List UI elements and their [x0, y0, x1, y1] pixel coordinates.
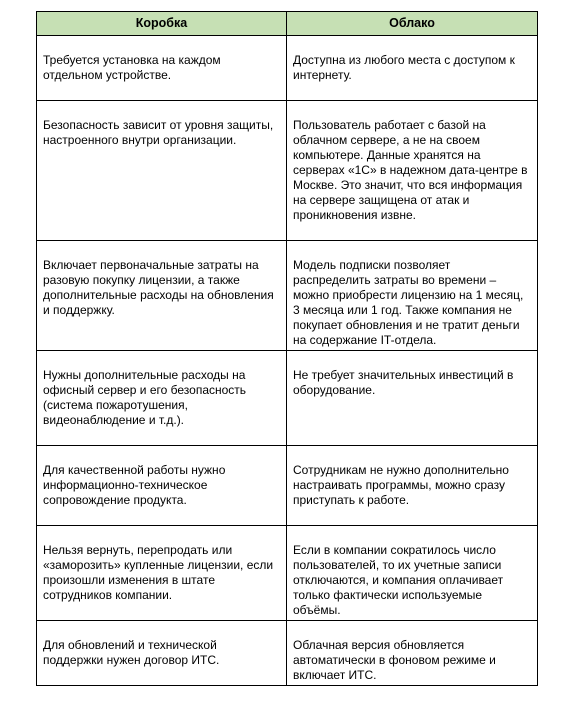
table-row — [37, 621, 538, 686]
cell-box: Нельзя вернуть, перепродать или «заморозить» купленные лицензии, если произошли изменения в штате сотрудников компании. — [37, 526, 287, 621]
cell-cloud: Сотрудникам не нужно дополнительно настраивать программы, можно сразу приступать к работе. — [287, 446, 538, 526]
cell-box: Для качественной работы нужно информационно-техническое сопровождение продукта. — [37, 446, 287, 526]
cell-box: Безопасность зависит от уровня защиты, настроенного внутри организации. — [37, 101, 287, 241]
cell-cloud: Доступна из любого места с доступом к интернету. — [287, 36, 538, 101]
cell-box: Включает первоначальные затраты на разовую покупку лицензии, а также дополнительные расходы на обновления и поддержку. — [37, 241, 287, 351]
cell-cloud: Не требует значительных инвестиций в оборудование. — [287, 351, 538, 446]
cell-box: Для обновлений и технической поддержки нужен договор ИТС. — [37, 621, 287, 686]
header-row — [37, 12, 538, 36]
cell-cloud: Пользователь работает с базой на облачном сервере, а не на своем компьютере. Данные хранятся на серверах «1С» в надежном дата-центре в Москве. Это значит, что вся информация на сервере защищена от атак и проникновения извне. — [287, 101, 538, 241]
table-row — [37, 446, 538, 526]
table-row — [37, 351, 538, 446]
table-row — [37, 101, 538, 241]
cell-cloud: Облачная версия обновляется автоматически в фоновом режиме и включает ИТС. — [287, 621, 538, 686]
comparison-table — [36, 11, 538, 686]
table-row — [37, 241, 538, 351]
cell-box: Нужны дополнительные расходы на офисный сервер и его безопасность (система пожаротушения, видеонаблюдение и т.д.). — [37, 351, 287, 446]
header-cloud: Облако — [287, 12, 538, 36]
header-box: Коробка — [37, 12, 287, 36]
table-row — [37, 526, 538, 621]
table-row — [37, 36, 538, 101]
cell-cloud: Модель подписки позволяет распределить затраты во времени – можно приобрести лицензию на 1 месяц, 3 месяца или 1 год. Также компания не покупает обновления и не тратит деньги на содержание IT-отдела. — [287, 241, 538, 351]
cell-box: Требуется установка на каждом отдельном устройстве. — [37, 36, 287, 101]
cell-cloud: Если в компании сократилось число пользователей, то их учетные записи отключаются, и компания оплачивает только фактически используемые объёмы. — [287, 526, 538, 621]
